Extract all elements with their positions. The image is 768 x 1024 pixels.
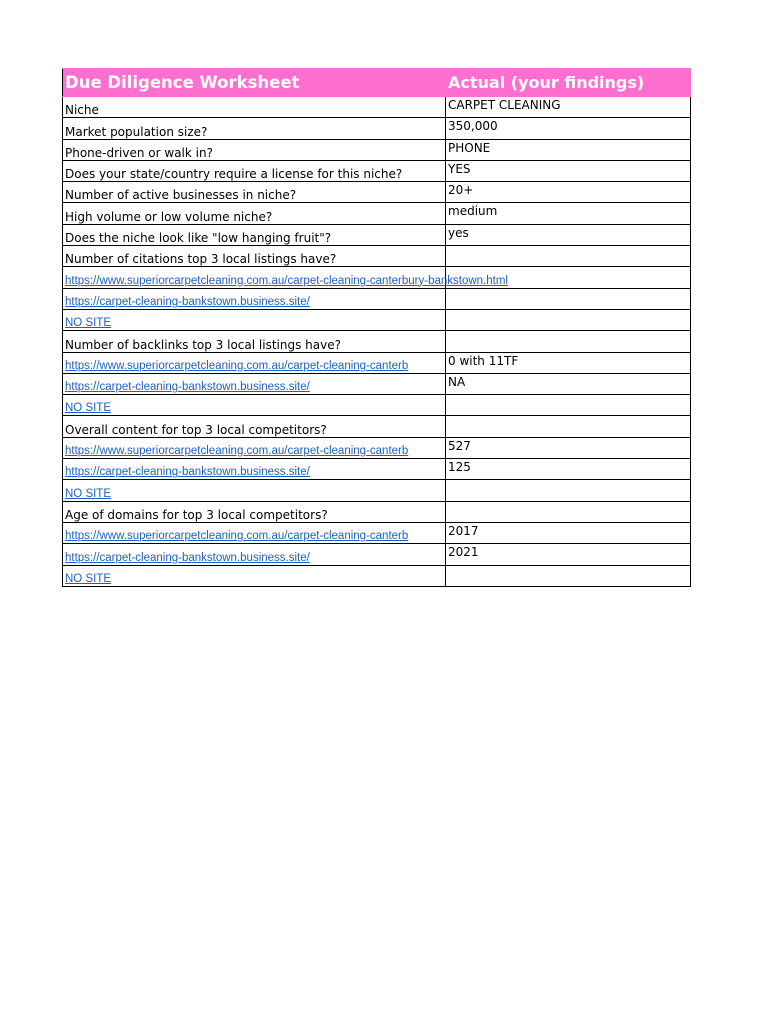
answer-cell[interactable] [446, 246, 691, 267]
table-row [63, 501, 691, 522]
link-cell [63, 352, 446, 373]
competitor-link-2[interactable]: https://carpet-cleaning-bankstown.business.site/ [65, 466, 310, 479]
table-row [63, 544, 691, 565]
table-row [63, 288, 691, 309]
answer-cell[interactable]: CARPET CLEANING [446, 97, 691, 118]
table-row [63, 395, 691, 416]
answer-cell[interactable]: 125 [446, 459, 691, 480]
link-cell [63, 288, 446, 309]
table-row [63, 224, 691, 245]
answer-cell[interactable]: 20+ [446, 182, 691, 203]
competitor-link-2[interactable]: https://carpet-cleaning-bankstown.business.site/ [65, 551, 310, 564]
question-cell[interactable]: High volume or low volume niche? [63, 203, 446, 224]
table-row [63, 160, 691, 181]
no-site-link[interactable]: NO SITE [65, 572, 112, 585]
question-cell[interactable]: Niche [63, 97, 446, 118]
question-cell[interactable]: Phone-driven or walk in? [63, 139, 446, 160]
question-cell[interactable]: Market population size? [63, 118, 446, 139]
question-cell[interactable]: Age of domains for top 3 local competitors? [63, 501, 446, 522]
competitor-link-1[interactable]: https://www.superiorcarpetcleaning.com.au/carpet-cleaning-canterb [65, 445, 409, 458]
question-cell[interactable]: Overall content for top 3 local competitors? [63, 416, 446, 437]
no-site-link[interactable]: NO SITE [65, 487, 112, 500]
answer-cell[interactable] [446, 288, 691, 309]
table-row [63, 416, 691, 437]
table-row [63, 118, 691, 139]
link-cell [63, 480, 446, 501]
link-cell [63, 267, 508, 288]
question-cell[interactable]: Number of active businesses in niche? [63, 182, 446, 203]
answer-cell[interactable]: 350,000 [446, 118, 691, 139]
table-row [63, 437, 691, 458]
question-cell[interactable]: Does your state/country require a license for this niche? [63, 160, 446, 181]
competitor-link-1[interactable]: https://www.superiorcarpetcleaning.com.au/carpet-cleaning-canterb [65, 359, 409, 372]
link-cell [63, 437, 446, 458]
answer-cell[interactable] [446, 501, 691, 522]
competitor-link-2[interactable]: https://carpet-cleaning-bankstown.business.site/ [65, 295, 310, 308]
answer-cell[interactable] [446, 309, 691, 330]
table-row [63, 522, 691, 543]
answer-cell[interactable] [446, 480, 691, 501]
competitor-link-2[interactable]: https://carpet-cleaning-bankstown.business.site/ [65, 381, 310, 394]
link-cell [63, 565, 446, 586]
answer-cell[interactable]: PHONE [446, 139, 691, 160]
answer-cell[interactable]: medium [446, 203, 691, 224]
answer-cell[interactable]: yes [446, 224, 691, 245]
answer-cell[interactable] [446, 565, 691, 586]
answer-cell[interactable]: 2017 [446, 522, 691, 543]
link-cell [63, 309, 446, 330]
answer-cell[interactable]: YES [446, 160, 691, 181]
answer-cell[interactable]: NA [446, 373, 691, 394]
link-cell [63, 373, 446, 394]
answer-cell[interactable]: 527 [446, 437, 691, 458]
competitor-link-1[interactable]: https://www.superiorcarpetcleaning.com.au/carpet-cleaning-canterb [65, 530, 409, 543]
link-cell [63, 544, 446, 565]
table-row [63, 352, 691, 373]
table-row [63, 267, 691, 288]
header-row [63, 69, 691, 97]
question-cell[interactable]: Number of backlinks top 3 local listings have? [63, 331, 446, 352]
answer-cell[interactable]: 0 with 11TF [446, 352, 691, 373]
question-cell[interactable]: Does the niche look like "low hanging fruit"? [63, 224, 446, 245]
table-row [63, 480, 691, 501]
table-row [63, 182, 691, 203]
worksheet-title: Due Diligence Worksheet [63, 69, 446, 97]
no-site-link[interactable]: NO SITE [65, 317, 112, 330]
table-row [63, 203, 691, 224]
link-cell [63, 395, 446, 416]
competitor-link-1[interactable]: https://www.superiorcarpetcleaning.com.au/carpet-cleaning-canterbury-bankstown.html [65, 274, 508, 287]
question-cell[interactable]: Number of citations top 3 local listings have? [63, 246, 446, 267]
table-row [63, 459, 691, 480]
link-cell [63, 459, 446, 480]
link-cell [63, 522, 446, 543]
table-row [63, 246, 691, 267]
answer-cell[interactable] [446, 395, 691, 416]
table-row [63, 373, 691, 394]
due-diligence-table [62, 68, 691, 587]
table-row [63, 309, 691, 330]
table-row [63, 331, 691, 352]
table-row [63, 97, 691, 118]
answer-cell[interactable]: 2021 [446, 544, 691, 565]
no-site-link[interactable]: NO SITE [65, 402, 112, 415]
answer-cell[interactable] [446, 331, 691, 352]
table-row [63, 139, 691, 160]
answer-cell[interactable] [446, 416, 691, 437]
table-row [63, 565, 691, 586]
findings-header: Actual (your findings) [446, 69, 691, 97]
